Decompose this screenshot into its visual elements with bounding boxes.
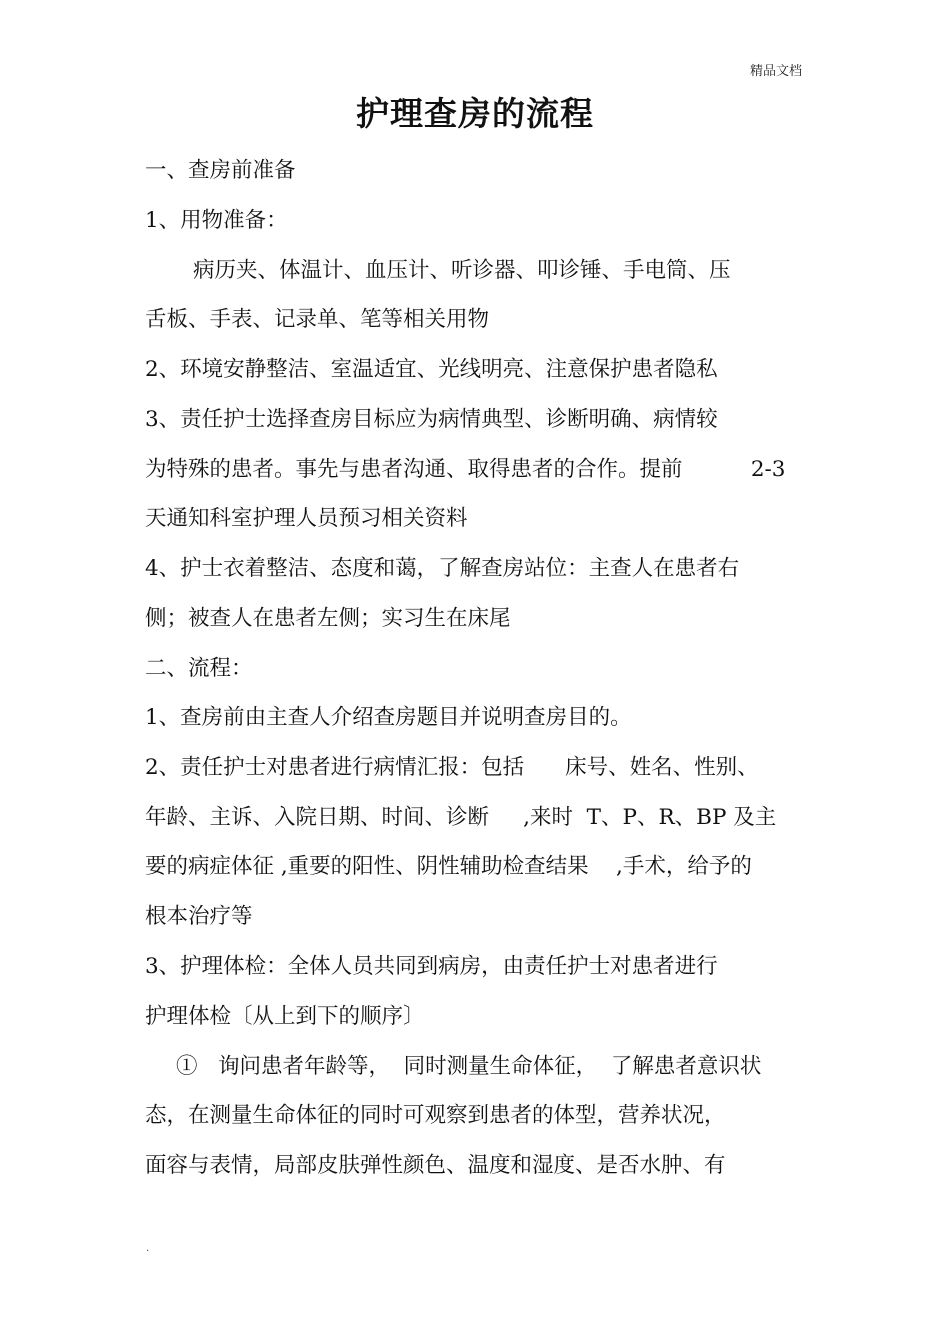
paragraph-line: 1、查房前由主查人介绍查房题目并说明查房目的。 <box>145 705 632 730</box>
document-title: 护理查房的流程 <box>356 94 594 133</box>
paragraph-line: ① 询问患者年龄等， 同时测量生命体征， 了解患者意识状 <box>176 1054 762 1079</box>
paragraph-line: 护理体检〔从上到下的顺序〕 <box>145 1004 425 1029</box>
paragraph-line: 侧；被查人在患者左侧；实习生在床尾 <box>145 606 511 631</box>
paragraph-line: 1、用物准备： <box>145 208 288 233</box>
paragraph-line: 2、责任护士对患者进行病情汇报：包括 床号、姓名、性别、 <box>145 755 759 780</box>
paragraph-line: 要的病症体征 ,重要的阳性、阴性辅助检查结果 ,手术，给予的 <box>145 854 752 879</box>
paragraph-line: 4、护士衣着整洁、态度和蔼，了解查房站位：主查人在患者右 <box>145 556 740 581</box>
section-heading: 一、查房前准备 <box>145 158 296 183</box>
paragraph-line: 年龄、主诉、入院日期、时间、诊断 ,来时 T、P、R、BP 及主 <box>145 805 777 830</box>
paragraph-line: 面容与表情，局部皮肤弹性颜色、温度和湿度、是否水肿、有 <box>145 1153 726 1178</box>
paragraph-line: 3、责任护士选择查房目标应为病情典型、诊断明确、病情较 <box>145 407 718 432</box>
paragraph-line: 3、护理体检：全体人员共同到病房，由责任护士对患者进行 <box>145 954 718 979</box>
paragraph-line: 病历夹、体温计、血压计、听诊器、叩诊锤、手电筒、压 <box>193 258 731 283</box>
paragraph-line: 舌板、手表、记录单、笔等相关用物 <box>145 307 490 332</box>
paragraph-line: 天通知科室护理人员预习相关资料 <box>145 506 468 531</box>
paragraph-line: 为特殊的患者。事先与患者沟通、取得患者的合作。提前 2-3 <box>145 457 786 482</box>
header-tag: 精品文档 <box>750 64 803 79</box>
section-heading: 二、流程： <box>145 656 253 681</box>
paragraph-line: 态，在测量生命体征的同时可观察到患者的体型，营养状况， <box>145 1103 726 1128</box>
paragraph-line: 2、环境安静整洁、室温适宜、光线明亮、注意保护患者隐私 <box>145 357 718 382</box>
footer-mark: . <box>146 1243 150 1254</box>
paragraph-line: 根本治疗等 <box>145 904 253 929</box>
